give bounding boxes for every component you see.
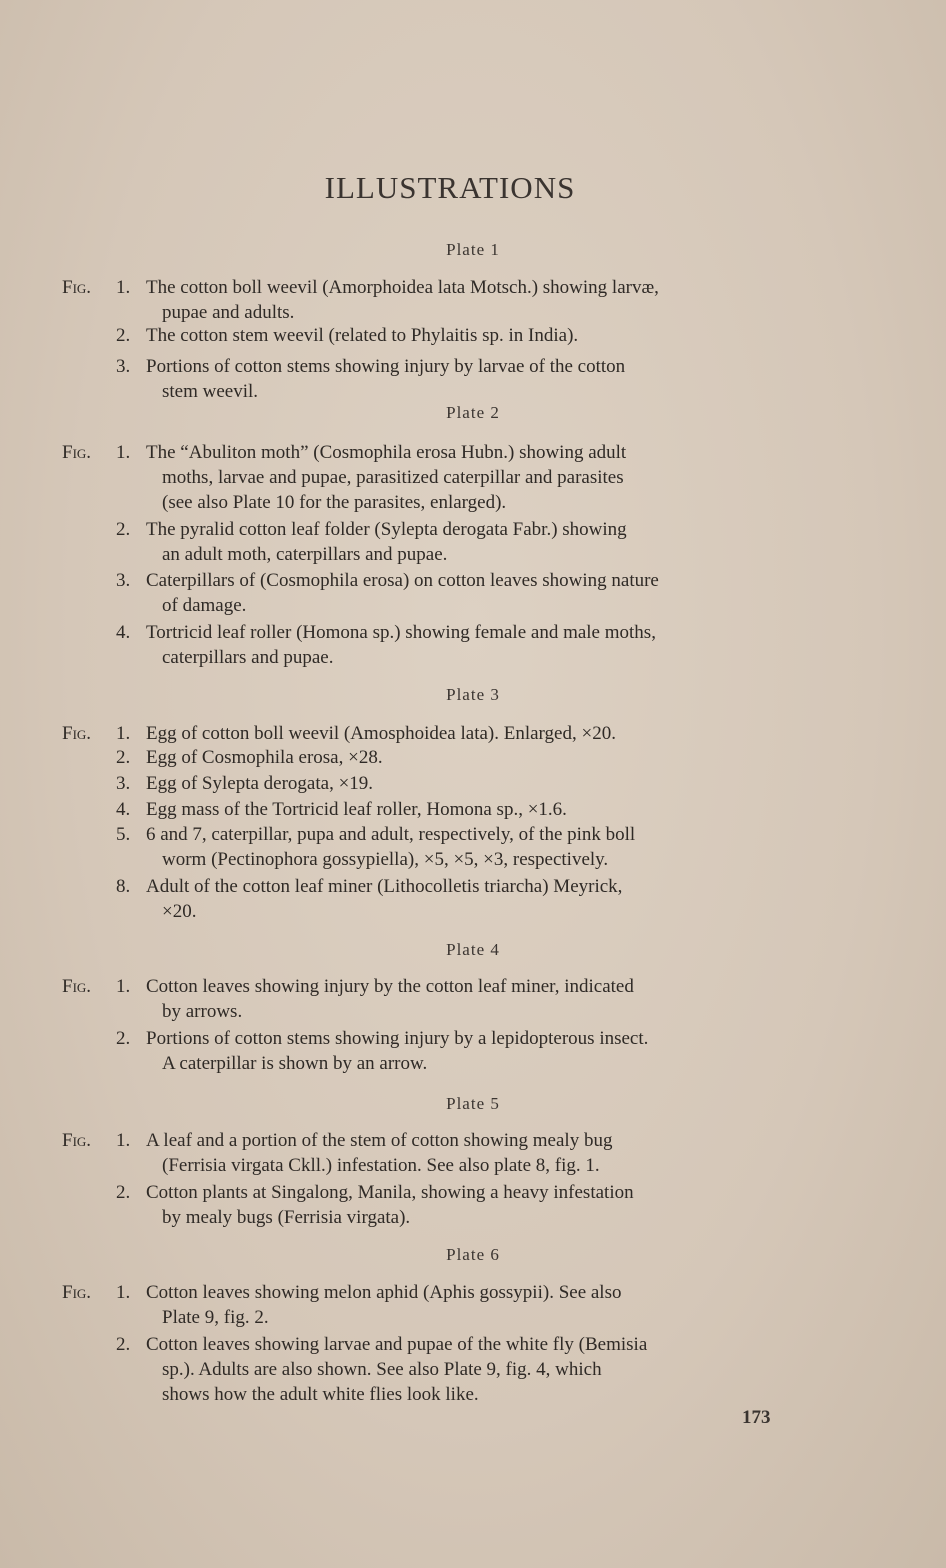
figure-number: 2. <box>116 1182 131 1203</box>
figure-number: 1. <box>116 1130 131 1151</box>
caption-line: Tortricid leaf roller (Homona sp.) showing female and male moths, <box>146 622 656 643</box>
plate-4-fig-1 <box>62 974 862 1024</box>
plate-3-fig-4 <box>62 797 862 822</box>
caption-line: (see also Plate 10 for the parasites, enlarged). <box>162 492 507 513</box>
plate-5-fig-2 <box>62 1180 862 1230</box>
caption-line: Cotton plants at Singalong, Manila, showing a heavy infestation <box>146 1182 634 1203</box>
caption-line: Adult of the cotton leaf miner (Lithocolletis triarcha) Meyrick, <box>146 876 623 897</box>
figure-number: 1. <box>116 442 131 463</box>
plate-2-heading: Plate 2 <box>446 403 500 422</box>
figure-number: 2. <box>116 747 131 768</box>
plate-6-fig-2 <box>62 1332 862 1407</box>
caption-line: Egg of Cosmophila erosa, ×28. <box>146 747 383 768</box>
figure-number: 1. <box>116 277 131 298</box>
figure-number: 4. <box>116 622 131 643</box>
caption-line: Portions of cotton stems showing injury by a lepidopterous insect. <box>146 1028 649 1049</box>
plate-1-fig-2 <box>62 323 862 348</box>
fig-label: Fig. <box>62 976 92 997</box>
caption-line: A caterpillar is shown by an arrow. <box>162 1053 428 1074</box>
plate-6-fig-1 <box>62 1280 862 1330</box>
caption-line: sp.). Adults are also shown. See also Plate 9, fig. 4, which <box>162 1359 602 1380</box>
plate-1-heading: Plate 1 <box>446 240 500 259</box>
caption-line: Egg of cotton boll weevil (Amosphoidea lata). Enlarged, ×20. <box>146 723 616 744</box>
caption-line: 6 and 7, caterpillar, pupa and adult, respectively, of the pink boll <box>146 824 636 845</box>
caption-line: Egg of Sylepta derogata, ×19. <box>146 773 374 794</box>
caption-line: stem weevil. <box>162 381 259 402</box>
caption-line: shows how the adult white flies look like. <box>162 1384 479 1405</box>
plate-3-fig-2 <box>62 745 862 770</box>
caption-line: Caterpillars of (Cosmophila erosa) on cotton leaves showing nature <box>146 570 659 591</box>
caption-line: The pyralid cotton leaf folder (Sylepta derogata Fabr.) showing <box>146 519 627 540</box>
plate-3-heading: Plate 3 <box>446 685 500 704</box>
plate-2-fig-2 <box>62 517 862 567</box>
figure-number: 2. <box>116 1028 131 1049</box>
figure-number: 2. <box>116 1334 131 1355</box>
plate-5-heading: Plate 5 <box>446 1094 500 1113</box>
plate-2-fig-3 <box>62 568 862 618</box>
figure-number: 3. <box>116 570 131 591</box>
fig-label: Fig. <box>62 442 92 463</box>
figure-number: 4. <box>116 799 131 820</box>
figure-number: 5. <box>116 824 131 845</box>
plate-1-fig-1 <box>62 275 862 325</box>
figure-number: 2. <box>116 325 131 346</box>
plate-3-fig-8 <box>62 874 862 924</box>
figure-number: 3. <box>116 773 131 794</box>
caption-line: Cotton leaves showing melon aphid (Aphis gossypii). See also <box>146 1282 622 1303</box>
figure-number: 1. <box>116 723 131 744</box>
plate-3-fig-1 <box>62 721 862 746</box>
plate-5-fig-1 <box>62 1128 862 1178</box>
page-title: ILLUSTRATIONS <box>324 170 576 205</box>
caption-line: worm (Pectinophora gossypiella), ×5, ×5, ×3, respectively. <box>162 849 609 870</box>
caption-line: by mealy bugs (Ferrisia virgata). <box>162 1207 411 1228</box>
caption-line: ×20. <box>162 901 197 922</box>
figure-number: 1. <box>116 976 131 997</box>
plate-1-fig-3 <box>62 354 862 404</box>
caption-line: Cotton leaves showing larvae and pupae of the white fly (Bemisia <box>146 1334 648 1355</box>
caption-line: moths, larvae and pupae, parasitized caterpillar and parasites <box>162 467 624 488</box>
plate-4-fig-2 <box>62 1026 862 1076</box>
fig-label: Fig. <box>62 723 92 744</box>
plate-4-heading: Plate 4 <box>446 940 500 959</box>
plate-3-fig-5 <box>62 822 862 872</box>
fig-label: Fig. <box>62 1282 92 1303</box>
plate-3-fig-3 <box>62 771 862 796</box>
figure-number: 3. <box>116 356 131 377</box>
caption-line: (Ferrisia virgata Ckll.) infestation. See also plate 8, fig. 1. <box>162 1155 600 1176</box>
plate-6-heading: Plate 6 <box>446 1245 500 1264</box>
fig-label: Fig. <box>62 1130 92 1151</box>
plate-2-fig-4 <box>62 620 862 670</box>
caption-line: A leaf and a portion of the stem of cotton showing mealy bug <box>146 1130 613 1151</box>
figure-number: 1. <box>116 1282 131 1303</box>
caption-line: The “Abuliton moth” (Cosmophila erosa Hubn.) showing adult <box>146 442 627 463</box>
caption-line: Cotton leaves showing injury by the cotton leaf miner, indicated <box>146 976 634 997</box>
caption-line: Egg mass of the Tortricid leaf roller, Homona sp., ×1.6. <box>146 799 567 820</box>
fig-label: Fig. <box>62 277 92 298</box>
caption-line: caterpillars and pupae. <box>162 647 334 668</box>
caption-line: Portions of cotton stems showing injury by larvae of the cotton <box>146 356 626 377</box>
caption-line: of damage. <box>162 595 247 616</box>
figure-number: 2. <box>116 519 131 540</box>
caption-line: an adult moth, caterpillars and pupae. <box>162 544 448 565</box>
caption-line: Plate 9, fig. 2. <box>162 1307 269 1328</box>
figure-number: 8. <box>116 876 131 897</box>
caption-line: The cotton boll weevil (Amorphoidea lata Motsch.) showing larvæ, <box>146 277 659 298</box>
caption-line: The cotton stem weevil (related to Phylaitis sp. in India). <box>146 325 579 346</box>
page-number: 173 <box>742 1407 771 1428</box>
caption-line: pupae and adults. <box>162 302 295 323</box>
plate-2-fig-1 <box>62 440 862 515</box>
caption-line: by arrows. <box>162 1001 243 1022</box>
